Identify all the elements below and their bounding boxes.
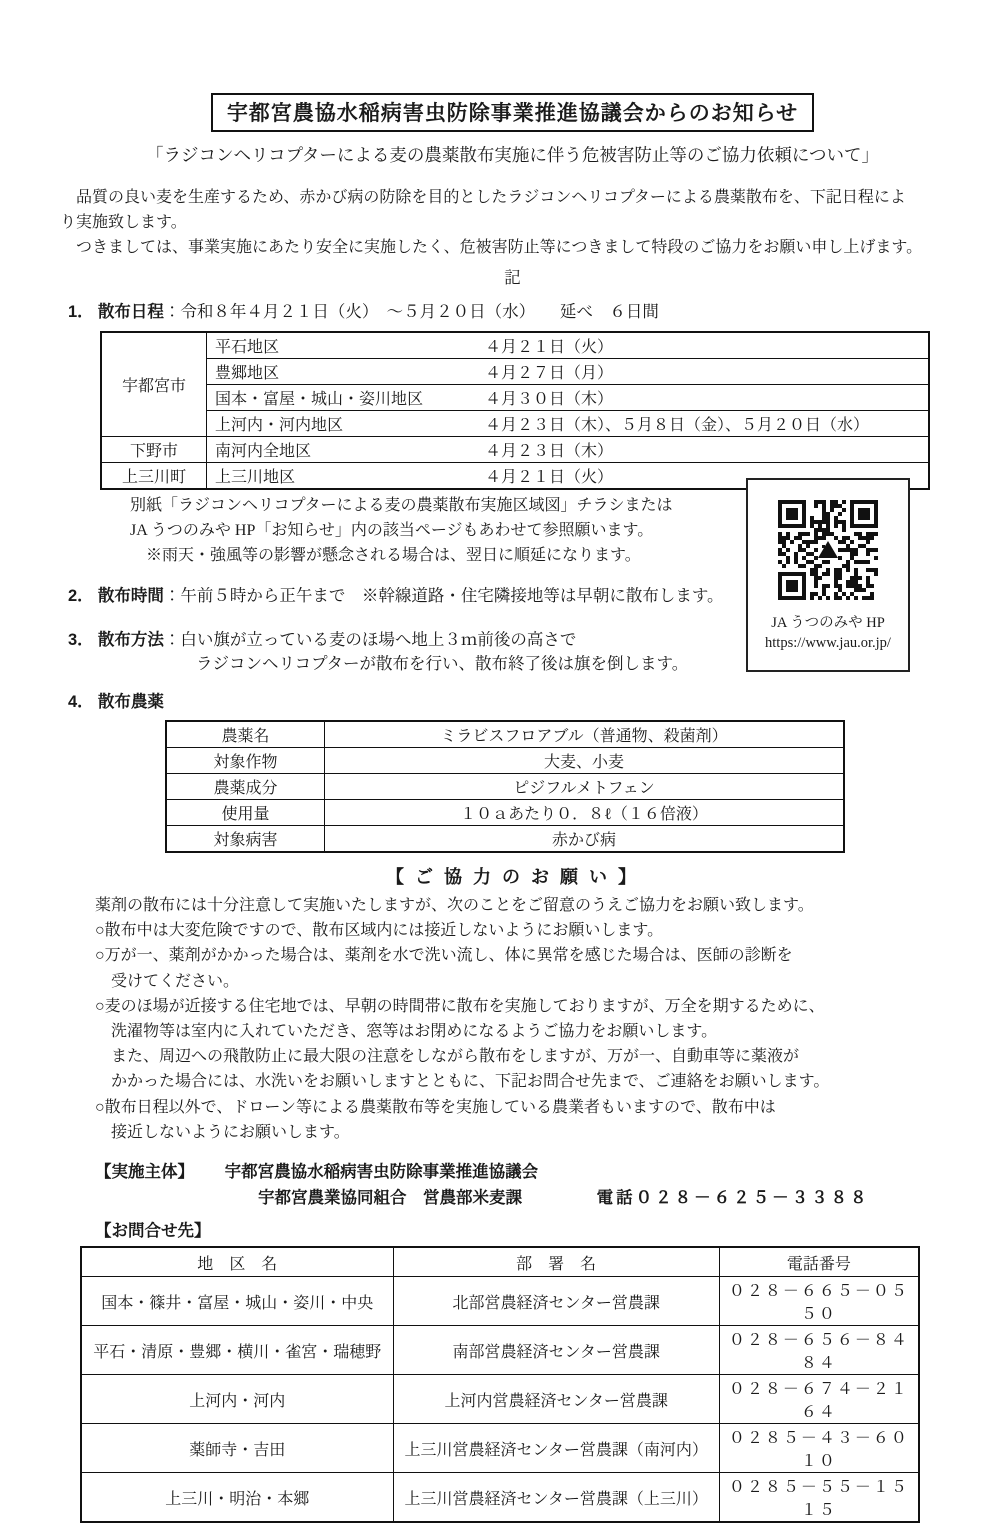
- column-header-area: 地 区 名: [81, 1247, 393, 1277]
- section-label: 散布農薬: [97, 693, 164, 711]
- cooperation-body: [95, 893, 965, 1145]
- cooperation-line: ○散布日程以外で、ドローン等による農薬散布等を実施している農業者もいますので、散布中は: [95, 1098, 776, 1116]
- qr-caption: JA うつのみや HP: [771, 615, 885, 631]
- phone-cell: ０２８－６６５－０５５０: [719, 1277, 919, 1326]
- district-cell: 平石地区: [207, 332, 474, 359]
- column-header-phone: 電話番号: [719, 1247, 919, 1277]
- date-cell: ４月３０日（木）: [473, 385, 929, 411]
- table-row: [166, 748, 844, 774]
- page-title: 宇都宮農協水稲病害虫防除事業推進協議会からのお知らせ: [211, 93, 814, 132]
- district-cell: 上三川地区: [207, 463, 474, 490]
- section-label: 散布時間: [97, 587, 164, 605]
- note-line: 別紙「ラジコンヘリコプターによる麦の農薬散布実施区域図」チラシまたは: [130, 497, 673, 514]
- qr-panel: [746, 478, 910, 672]
- cooperation-line: 洗濯物等は室内に入れていただき、窓等はお閉めになるようご協力をお願いします。: [95, 1023, 718, 1041]
- record-mark: 記: [504, 268, 521, 287]
- contact-table: [80, 1246, 920, 1523]
- city-cell: 上三川町: [101, 463, 207, 490]
- cooperation-line: ○麦のほ場が近接する住宅地では、早朝の時間帯に散布を実施しておりますが、万全を期するために、: [95, 997, 825, 1015]
- qr-url: https://www.jau.or.jp/: [765, 635, 891, 651]
- table-row: [166, 721, 844, 748]
- title-row: [60, 93, 965, 132]
- cooperation-line: また、周辺への飛散防止に最大限の注意をしながら散布をしますが、万が一、自動車等に薬液が: [95, 1048, 800, 1066]
- section-number: 2．: [68, 587, 94, 605]
- row-value-cell: １０ａあたり０．８ℓ（１６倍液）: [325, 800, 845, 826]
- row-value-cell: 大麦、小麦: [325, 748, 845, 774]
- area-cell: 平石・清原・豊郷・横川・雀宮・瑞穂野: [81, 1326, 393, 1375]
- date-cell: ４月２１日（火）: [473, 463, 929, 490]
- table-row: [81, 1375, 919, 1424]
- organizer-line-2: [258, 1185, 965, 1211]
- phone-cell: ０２８５－４３－６０１０: [719, 1424, 919, 1473]
- intro-paragraph: [60, 185, 965, 260]
- row-label-cell: 使用量: [166, 800, 325, 826]
- column-header-dept: 部 署 名: [393, 1247, 719, 1277]
- district-cell: 上河内・河内地区: [207, 411, 474, 437]
- organizer-label: 【実施主体】: [95, 1163, 194, 1182]
- section-label: 散布方法: [97, 631, 164, 649]
- district-cell: 豊郷地区: [207, 359, 474, 385]
- section-text: ：令和８年４月２１日（火） ～５月２０日（水） 延べ ６日間: [163, 302, 659, 321]
- area-cell: 薬師寺・吉田: [81, 1424, 393, 1473]
- contact-section-label: 【お問合せ先】: [95, 1222, 211, 1241]
- table-row: [81, 1277, 919, 1326]
- area-cell: 上河内・河内: [81, 1375, 393, 1424]
- city-cell: 宇都宮市: [101, 332, 207, 437]
- organizer-name: 宇都宮農協水稲病害虫防除事業推進協議会: [224, 1163, 539, 1182]
- section-3-line-2: ラジコンヘリコプターが散布を行い、散布終了後は旗を倒します。: [196, 654, 689, 673]
- note-line: ※雨天・強風等の影響が懸念される場合は、翌日に順延になります。: [130, 547, 641, 564]
- row-label-cell: 農薬名: [166, 721, 325, 748]
- cooperation-line: 接近しないようにお願いします。: [95, 1123, 350, 1141]
- section-text: ：午前５時から正午まで ※幹線道路・住宅隣接地等は早朝に散布します。: [163, 586, 724, 605]
- dept-cell: 南部営農経済センター営農課: [393, 1326, 719, 1375]
- cooperation-line: かかった場合には、水洗いをお願いしますとともに、下記お問合せ先まで、ご連絡をお願いします。: [95, 1073, 830, 1091]
- cooperation-line: ○万が一、薬剤がかかった場合は、薬剤を水で洗い流し、体に異常を感じた場合は、医師の診断を: [95, 947, 793, 965]
- dept-cell: 上三川営農経済センター営農課（南河内）: [393, 1424, 719, 1473]
- row-value-cell: 赤かび病: [325, 826, 845, 853]
- cooperation-heading: 【 ご 協 力 の お 願 い 】: [385, 867, 639, 887]
- row-label-cell: 対象病害: [166, 826, 325, 853]
- intro-line: 品質の良い麦を生産するため、赤かび病の防除を目的としたラジコンヘリコプターによる農薬散布を、下記日程によ: [60, 189, 906, 206]
- intro-line: り実施致します。: [60, 214, 187, 231]
- cooperation-line: 受けてください。: [95, 972, 240, 990]
- organizer-phone: 電話０２８－６２５－３３８８: [596, 1189, 870, 1208]
- table-header-row: [81, 1247, 919, 1277]
- phone-cell: ０２８－６７４－２１６４: [719, 1375, 919, 1424]
- row-value-cell: ピジフルメトフェン: [325, 774, 845, 800]
- table-row: [101, 385, 929, 411]
- table-row: [101, 411, 929, 437]
- city-cell: 下野市: [101, 437, 207, 463]
- cooperation-line: 薬剤の散布には十分注意して実施いたしますが、次のことをご留意のうえご協力をお願い致します。: [95, 897, 814, 914]
- organizer-block: [60, 1159, 965, 1211]
- district-cell: 南河内全地区: [207, 437, 474, 463]
- dept-cell: 上三川営農経済センター営農課（上三川）: [393, 1473, 719, 1523]
- table-row: [81, 1326, 919, 1375]
- section-text: ：白い旗が立っている麦のほ場へ地上３ｍ前後の高さで: [163, 630, 577, 649]
- area-cell: 国本・篠井・富屋・城山・姿川・中央: [81, 1277, 393, 1326]
- date-cell: ４月２１日（火）: [473, 332, 929, 359]
- note-line: JA うつのみや HP「お知らせ」内の該当ページもあわせて参照願います。: [130, 522, 654, 539]
- area-cell: 上三川・明治・本郷: [81, 1473, 393, 1523]
- section-label: 散布日程: [97, 303, 164, 321]
- phone-cell: ０２８５－５５－１５１５: [719, 1473, 919, 1523]
- table-row: [81, 1473, 919, 1523]
- date-cell: ４月２７日（月）: [473, 359, 929, 385]
- table-row: [166, 774, 844, 800]
- dept-cell: 上河内営農経済センター営農課: [393, 1375, 719, 1424]
- table-row: [81, 1424, 919, 1473]
- section-1-heading: [68, 300, 965, 324]
- qr-code: [778, 500, 878, 600]
- cooperation-line: ○散布中は大変危険ですので、散布区域内には接近しないようにお願いします。: [95, 922, 664, 940]
- section-number: 4．: [68, 693, 94, 711]
- organizer-department: 宇都宮農業協同組合 営農部米麦課: [258, 1189, 522, 1208]
- row-label-cell: 農薬成分: [166, 774, 325, 800]
- table-row: [166, 800, 844, 826]
- row-value-cell: ミラビスフロアブル（普通物、殺菌剤）: [325, 721, 845, 748]
- pesticide-table: [165, 720, 845, 853]
- date-cell: ４月２３日（木）、５月８日（金）、５月２０日（水）: [473, 411, 929, 437]
- document-subtitle: 「ラジコンヘリコプターによる麦の農薬散布実施に伴う危被害防止等のご協力依頼について」: [145, 145, 880, 165]
- table-row: [101, 437, 929, 463]
- spray-schedule-table: [100, 331, 930, 490]
- table-row: [166, 826, 844, 853]
- table-row: [101, 332, 929, 359]
- phone-cell: ０２８－６５６－８４８４: [719, 1326, 919, 1375]
- section-number: 3．: [68, 631, 94, 649]
- date-cell: ４月２３日（木）: [473, 437, 929, 463]
- district-cell: 国本・富屋・城山・姿川地区: [207, 385, 474, 411]
- section-4-heading: [68, 690, 965, 714]
- section-number: 1．: [68, 303, 94, 321]
- table-row: [101, 359, 929, 385]
- row-label-cell: 対象作物: [166, 748, 325, 774]
- dept-cell: 北部営農経済センター営農課: [393, 1277, 719, 1326]
- organizer-line-1: [95, 1159, 965, 1185]
- intro-line: つきましては、事業実施にあたり安全に実施したく、危被害防止等につきまして特段のご協力をお願い申し上げます。: [60, 239, 923, 256]
